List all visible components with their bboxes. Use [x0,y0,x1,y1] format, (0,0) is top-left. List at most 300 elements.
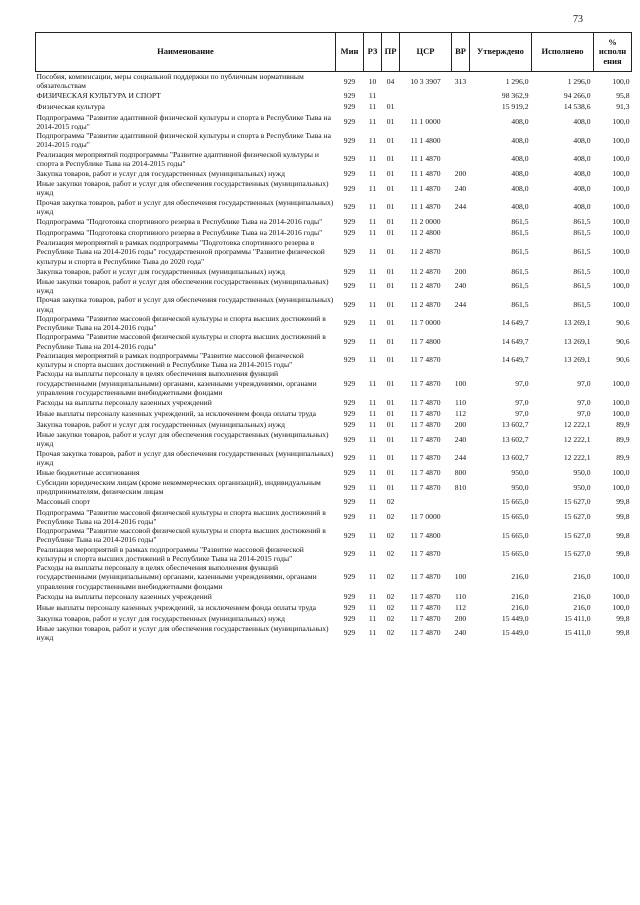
row-executed: 13 269,1 [563,336,591,346]
row-rz: 11 [368,397,377,407]
row-vr: 810 [454,482,467,492]
row-executed: 408,0 [573,117,591,127]
row-executed: 13 269,1 [563,318,591,328]
row-min: 929 [343,318,356,328]
row-vr [452,150,470,169]
row-pr: 01 [386,247,395,257]
row-rz: 11 [368,572,377,582]
row-csr: 11 7 4870 [410,378,441,388]
row-rz: 11 [368,318,377,328]
row-executed: 216,0 [573,602,591,612]
row-csr: 11 1 4870 [410,183,441,193]
row-executed: 1 296,0 [567,76,591,86]
row-approved: 408,0 [511,135,529,145]
row-pr: 01 [386,336,395,346]
row-approved: 15 665,0 [501,512,529,522]
row-pr: 01 [386,227,395,237]
row-executed: 12 222,1 [563,434,591,444]
row-min: 929 [343,512,356,522]
row-min: 929 [343,397,356,407]
row-percent: 99,8 [616,613,630,623]
row-pr: 02 [386,512,395,522]
row-min: 929 [343,453,356,463]
row-percent: 90,6 [616,336,630,346]
row-name: Подпрограмма "Развитие массовой физической культуры и спорта высших достижений в Республике Тыва на 2014-2016 годы" [36,313,326,332]
row-vr: 240 [454,434,467,444]
row-min: 929 [343,378,356,388]
row-pr [382,91,400,102]
row-csr: 11 2 4870 [410,247,441,257]
table-row [36,408,632,419]
row-percent: 100,0 [612,467,630,477]
row-csr: 11 7 0000 [410,318,441,328]
row-rz: 11 [368,135,377,145]
row-vr [452,113,470,132]
row-approved: 15 919,2 [501,102,529,112]
row-percent: 99,8 [616,549,630,559]
row-executed: 97,0 [577,408,591,418]
row-executed: 97,0 [577,378,591,388]
row-approved: 216,0 [511,591,529,601]
row-rz: 11 [368,281,377,291]
table-row [36,131,632,150]
col-header-vr: ВР [452,33,470,72]
row-rz: 11 [368,216,377,226]
row-vr: 313 [454,76,467,86]
row-rz: 11 [368,102,377,112]
page-number: 73 [573,14,583,25]
row-rz: 11 [368,299,377,309]
row-approved: 408,0 [511,154,529,164]
row-rz: 11 [368,613,377,623]
row-csr: 11 7 4870 [410,602,441,612]
row-pr: 01 [386,318,395,328]
row-rz: 11 [368,453,377,463]
row-pr: 01 [386,434,395,444]
row-approved: 216,0 [511,602,529,612]
row-min: 929 [343,266,356,276]
row-percent: 99,8 [616,512,630,522]
row-name: Иные закупки товаров, работ и услуг для обеспечения государственных (муниципальных) нужд [36,276,329,295]
row-pr: 01 [386,419,395,429]
row-min: 929 [343,227,356,237]
row-csr: 11 7 4870 [410,549,441,559]
row-approved: 15 665,0 [501,497,529,507]
table-row [36,430,632,449]
row-min: 929 [343,202,356,212]
row-name: Иные закупки товаров, работ и услуг для обеспечения государственных (муниципальных) нужд [36,430,329,449]
row-name: Закупка товаров, работ и услуг для государственных (муниципальных) нужд [36,168,285,178]
row-min: 929 [343,497,356,507]
row-name: Субсидии юридическим лицам (кроме некоммерческих организаций), индивидуальным предпринимателям, физическим лицам [36,478,321,497]
row-csr: 11 7 4870 [410,419,441,429]
row-csr: 11 7 4870 [410,482,441,492]
row-rz: 11 [368,628,377,638]
row-name: Подпрограмма "Подготовка спортивного резерва в Республике Тыва на 2014-2016 годы" [36,227,323,237]
row-percent: 91,3 [616,102,630,112]
row-pr: 02 [386,572,395,582]
row-csr: 11 1 4870 [410,154,441,164]
row-percent: 89,9 [616,434,630,444]
row-vr: 112 [454,408,467,418]
table-row [36,624,632,643]
row-vr: 200 [454,168,467,178]
row-rz: 11 [368,549,377,559]
row-name: Подпрограмма "Развитие массовой физической культуры и спорта высших достижений в Республике Тыва на 2014-2016 годы" [36,507,326,526]
row-approved: 97,0 [515,408,529,418]
row-pr: 01 [386,102,395,112]
row-approved: 13 602,7 [501,434,529,444]
row-approved: 408,0 [511,183,529,193]
row-vr [452,332,470,351]
row-min: 929 [343,247,356,257]
row-csr: 11 2 4870 [410,281,441,291]
row-rz: 11 [368,408,377,418]
row-rz: 10 [368,76,377,86]
row-pr: 02 [386,628,395,638]
row-executed: 408,0 [573,135,591,145]
row-approved: 15 665,0 [501,530,529,540]
row-min: 929 [343,355,356,365]
table-row [36,545,632,564]
row-vr: 200 [454,266,467,276]
row-rz: 11 [368,154,377,164]
row-rz: 11 [368,117,377,127]
row-name: Закупка товаров, работ и услуг для государственных (муниципальных) нужд [36,266,285,276]
row-vr [452,131,470,150]
row-pr: 01 [386,266,395,276]
row-vr: 112 [454,602,467,612]
row-executed: 13 269,1 [563,355,591,365]
row-name: Реализация мероприятий в рамках подпрограммы "Подготовка спортивного резерва в Республике Тыва на 2014-2016 годы" государственной программы "Развитие физической культуры и спорта в Республике Тыва до 2020 года" [36,238,325,266]
table-row [36,369,632,397]
row-min: 929 [343,482,356,492]
table-row [36,563,632,591]
row-vr: 244 [454,299,467,309]
row-executed: 15 627,0 [563,530,591,540]
row-csr: 11 2 4870 [410,266,441,276]
row-approved: 13 602,7 [501,419,529,429]
row-approved: 861,5 [511,266,529,276]
row-rz: 11 [368,482,377,492]
row-percent: 90,6 [616,355,630,365]
row-vr: 200 [454,419,467,429]
row-vr [452,545,470,564]
row-name: Подпрограмма "Развитие адаптивной физической культуры и спорта в Республике Тыва на 2014-2015 годы" [36,131,331,150]
row-percent: 100,0 [612,117,630,127]
row-vr: 244 [454,202,467,212]
row-pr: 01 [386,216,395,226]
row-approved: 408,0 [511,202,529,212]
row-name: Иные выплаты персоналу казенных учреждений, за исключением фонда оплаты труда [36,408,317,418]
row-percent: 100,0 [612,572,630,582]
row-min: 929 [343,613,356,623]
row-name: Расходы на выплаты персоналу в целях обеспечения выполнения функций государственными (муниципальными) органами, казенными учреждениями, органами управления государственными внебюджетными фондами [36,563,317,591]
row-name: Иные закупки товаров, работ и услуг для обеспечения государственных (муниципальных) нужд [36,179,329,198]
row-pr: 02 [386,530,395,540]
row-executed: 408,0 [573,183,591,193]
row-rz: 11 [368,467,377,477]
table-row [36,397,632,408]
row-percent: 100,0 [612,408,630,418]
row-executed: 216,0 [573,591,591,601]
row-csr: 11 7 4870 [410,355,441,365]
row-name: Подпрограмма "Подготовка спортивного резерва в Республике Тыва на 2014-2016 годы" [36,216,323,226]
row-percent: 100,0 [612,591,630,601]
table-row [36,314,632,333]
row-approved: 15 665,0 [501,549,529,559]
table-row [36,72,632,91]
row-name: Реализация мероприятий в рамках подпрограммы "Развитие массовой физической культуры и спорта высших достижений в Республике Тыва на 2014-2015 годы" [36,544,304,563]
row-percent: 100,0 [612,183,630,193]
row-vr [452,314,470,333]
row-name: Закупка товаров, работ и услуг для государственных (муниципальных) нужд [36,613,285,623]
row-min: 929 [343,602,356,612]
row-min: 929 [343,408,356,418]
budget-table [35,32,632,642]
row-executed: 15 627,0 [563,497,591,507]
row-rz: 11 [368,497,377,507]
row-name: Подпрограмма "Развитие массовой физической культуры и спорта высших достижений в Республике Тыва на 2014-2016 годы" [36,332,326,351]
row-percent: 100,0 [612,378,630,388]
row-approved: 950,0 [511,467,529,477]
row-rz: 11 [368,355,377,365]
row-pr: 01 [386,378,395,388]
col-header-approved: Утверждено [470,33,532,72]
row-rz: 11 [368,202,377,212]
row-name: Расходы на выплаты персоналу казенных учреждений [36,397,212,407]
row-vr: 244 [454,453,467,463]
row-approved: 861,5 [511,281,529,291]
row-percent: 100,0 [612,266,630,276]
row-percent: 100,0 [612,154,630,164]
row-pr: 01 [386,202,395,212]
row-approved: 15 449,0 [501,628,529,638]
row-csr: 11 1 4870 [410,202,441,212]
row-executed: 950,0 [573,482,591,492]
row-rz: 11 [368,419,377,429]
row-pr: 01 [386,117,395,127]
row-pr: 02 [386,549,395,559]
col-header-csr: ЦСР [400,33,452,72]
row-csr: 11 7 4870 [410,628,441,638]
table-row [36,351,632,370]
row-percent: 95,8 [616,91,630,101]
row-min: 929 [343,168,356,178]
row-name: Иные выплаты персоналу казенных учреждений, за исключением фонда оплаты труда [36,602,317,612]
row-approved: 408,0 [511,117,529,127]
row-min: 929 [343,336,356,346]
col-header-rz: РЗ [364,33,382,72]
row-percent: 100,0 [612,202,630,212]
row-executed: 94 266,0 [563,91,591,101]
row-approved: 14 649,7 [501,318,529,328]
row-csr: 11 7 4870 [410,453,441,463]
table-row [36,198,632,217]
row-csr: 11 7 4870 [410,434,441,444]
row-min: 929 [343,530,356,540]
row-name: Расходы на выплаты персоналу в целях обеспечения выполнения функций государственными (муниципальными) органами, казенными учреждениями, органами управления государственными внебюджетными фондами [36,369,317,397]
row-vr [452,216,470,227]
row-rz: 11 [368,183,377,193]
table-row [36,91,632,102]
row-approved: 861,5 [511,299,529,309]
row-name: Прочая закупка товаров, работ и услуг для обеспечения государственных (муниципальных) нужд [36,295,334,314]
row-percent: 100,0 [612,76,630,86]
row-percent: 100,0 [612,482,630,492]
table-row [36,526,632,545]
row-percent: 100,0 [612,602,630,612]
row-rz: 11 [368,434,377,444]
row-vr [452,508,470,527]
row-name: Закупка товаров, работ и услуг для государственных (муниципальных) нужд [36,419,285,429]
row-approved: 14 649,7 [501,336,529,346]
row-pr: 01 [386,135,395,145]
row-pr: 04 [386,76,395,86]
row-percent: 100,0 [612,397,630,407]
row-csr: 11 7 4870 [410,591,441,601]
row-executed: 408,0 [573,168,591,178]
row-pr: 01 [386,281,395,291]
row-csr [400,497,452,508]
row-percent: 100,0 [612,227,630,237]
row-min: 929 [343,91,356,101]
row-vr [452,497,470,508]
row-vr: 240 [454,628,467,638]
row-percent: 89,9 [616,453,630,463]
col-header-min: Мин [336,33,364,72]
row-approved: 861,5 [511,216,529,226]
row-rz: 11 [368,91,377,101]
row-name: Расходы на выплаты персоналу казенных учреждений [36,591,212,601]
row-min: 929 [343,549,356,559]
row-min: 929 [343,467,356,477]
row-csr: 11 7 4800 [410,336,441,346]
row-csr [400,91,452,102]
row-min: 929 [343,434,356,444]
row-csr: 11 7 4870 [410,397,441,407]
row-csr: 11 1 0000 [410,117,441,127]
row-pr: 01 [386,482,395,492]
col-header-executed: Исполнено [532,33,594,72]
row-pr: 02 [386,497,395,507]
row-vr [452,351,470,370]
row-approved: 408,0 [511,168,529,178]
row-pr: 02 [386,613,395,623]
row-csr: 11 7 4870 [410,572,441,582]
row-name: Реализация мероприятий в рамках подпрограммы "Развитие массовой физической культуры и спорта высших достижений в Республике Тыва на 2014-2015 годы" [36,350,304,369]
table-row [36,295,632,314]
row-percent: 89,9 [616,419,630,429]
row-vr [452,91,470,102]
row-min: 929 [343,628,356,638]
table-row [36,497,632,508]
table-row [36,168,632,179]
row-vr: 200 [454,613,467,623]
table-row [36,613,632,624]
row-rz: 11 [368,530,377,540]
row-approved: 15 449,0 [501,613,529,623]
row-executed: 861,5 [573,281,591,291]
row-percent: 100,0 [612,135,630,145]
row-executed: 15 411,0 [564,613,591,623]
row-csr: 11 7 4870 [410,467,441,477]
row-approved: 98 362,9 [501,91,529,101]
row-rz: 11 [368,247,377,257]
row-approved: 14 649,7 [501,355,529,365]
row-approved: 861,5 [511,247,529,257]
row-vr: 240 [454,183,467,193]
row-executed: 861,5 [573,247,591,257]
row-csr: 11 1 4800 [410,135,441,145]
table-row [36,113,632,132]
row-min: 929 [343,102,356,112]
row-rz: 11 [368,336,377,346]
row-approved: 97,0 [515,397,529,407]
row-vr: 100 [454,378,467,388]
row-name: Физическая культура [36,102,105,112]
table-row [36,467,632,478]
row-executed: 861,5 [573,299,591,309]
row-executed: 861,5 [573,216,591,226]
row-percent: 100,0 [612,216,630,226]
row-csr: 11 7 4800 [410,530,441,540]
table-row [36,150,632,169]
row-vr [452,102,470,113]
table-row [36,449,632,468]
row-executed: 15 627,0 [563,549,591,559]
row-executed: 14 538,6 [563,102,591,112]
row-percent: 99,8 [616,530,630,540]
row-name: Иные закупки товаров, работ и услуг для обеспечения государственных (муниципальных) нужд [36,623,329,642]
row-executed: 950,0 [573,467,591,477]
row-approved: 13 602,7 [501,453,529,463]
row-name: Прочая закупка товаров, работ и услуг для обеспечения государственных (муниципальных) нужд [36,448,334,467]
row-name: ФИЗИЧЕСКАЯ КУЛЬТУРА И СПОРТ [36,91,161,101]
table-body [36,72,632,643]
col-header-pr: ПР [382,33,400,72]
row-vr: 110 [454,591,467,601]
row-approved: 861,5 [511,227,529,237]
row-pr: 01 [386,154,395,164]
row-executed: 15 411,0 [564,628,591,638]
row-csr [400,102,452,113]
col-header-name: Наименование [36,33,336,72]
row-executed: 12 222,1 [563,419,591,429]
row-rz: 11 [368,602,377,612]
row-approved: 97,0 [515,378,529,388]
row-name: Пособия, компенсации, меры социальной поддержки по публичным нормативным обязательствам [36,72,304,91]
row-vr: 100 [454,572,467,582]
row-vr: 800 [454,467,467,477]
table-row [36,602,632,613]
row-executed: 216,0 [573,572,591,582]
row-approved: 1 296,0 [505,76,529,86]
row-vr [452,238,470,266]
row-vr [452,227,470,238]
row-name: Подпрограмма "Развитие адаптивной физической культуры и спорта в Республике Тыва на 2014-2015 годы" [36,112,331,131]
row-pr: 01 [386,168,395,178]
row-name: Реализация мероприятий подпрограммы "Развитие адаптивной физической культуры и спорта в Республике Тыва на 2014-2015 годы" [36,149,319,168]
table-row [36,478,632,497]
row-vr: 110 [454,397,467,407]
row-rz: 11 [368,591,377,601]
row-min: 929 [343,299,356,309]
row-executed: 408,0 [573,202,591,212]
row-percent: 100,0 [612,299,630,309]
row-pr: 01 [386,355,395,365]
row-approved: 216,0 [511,572,529,582]
